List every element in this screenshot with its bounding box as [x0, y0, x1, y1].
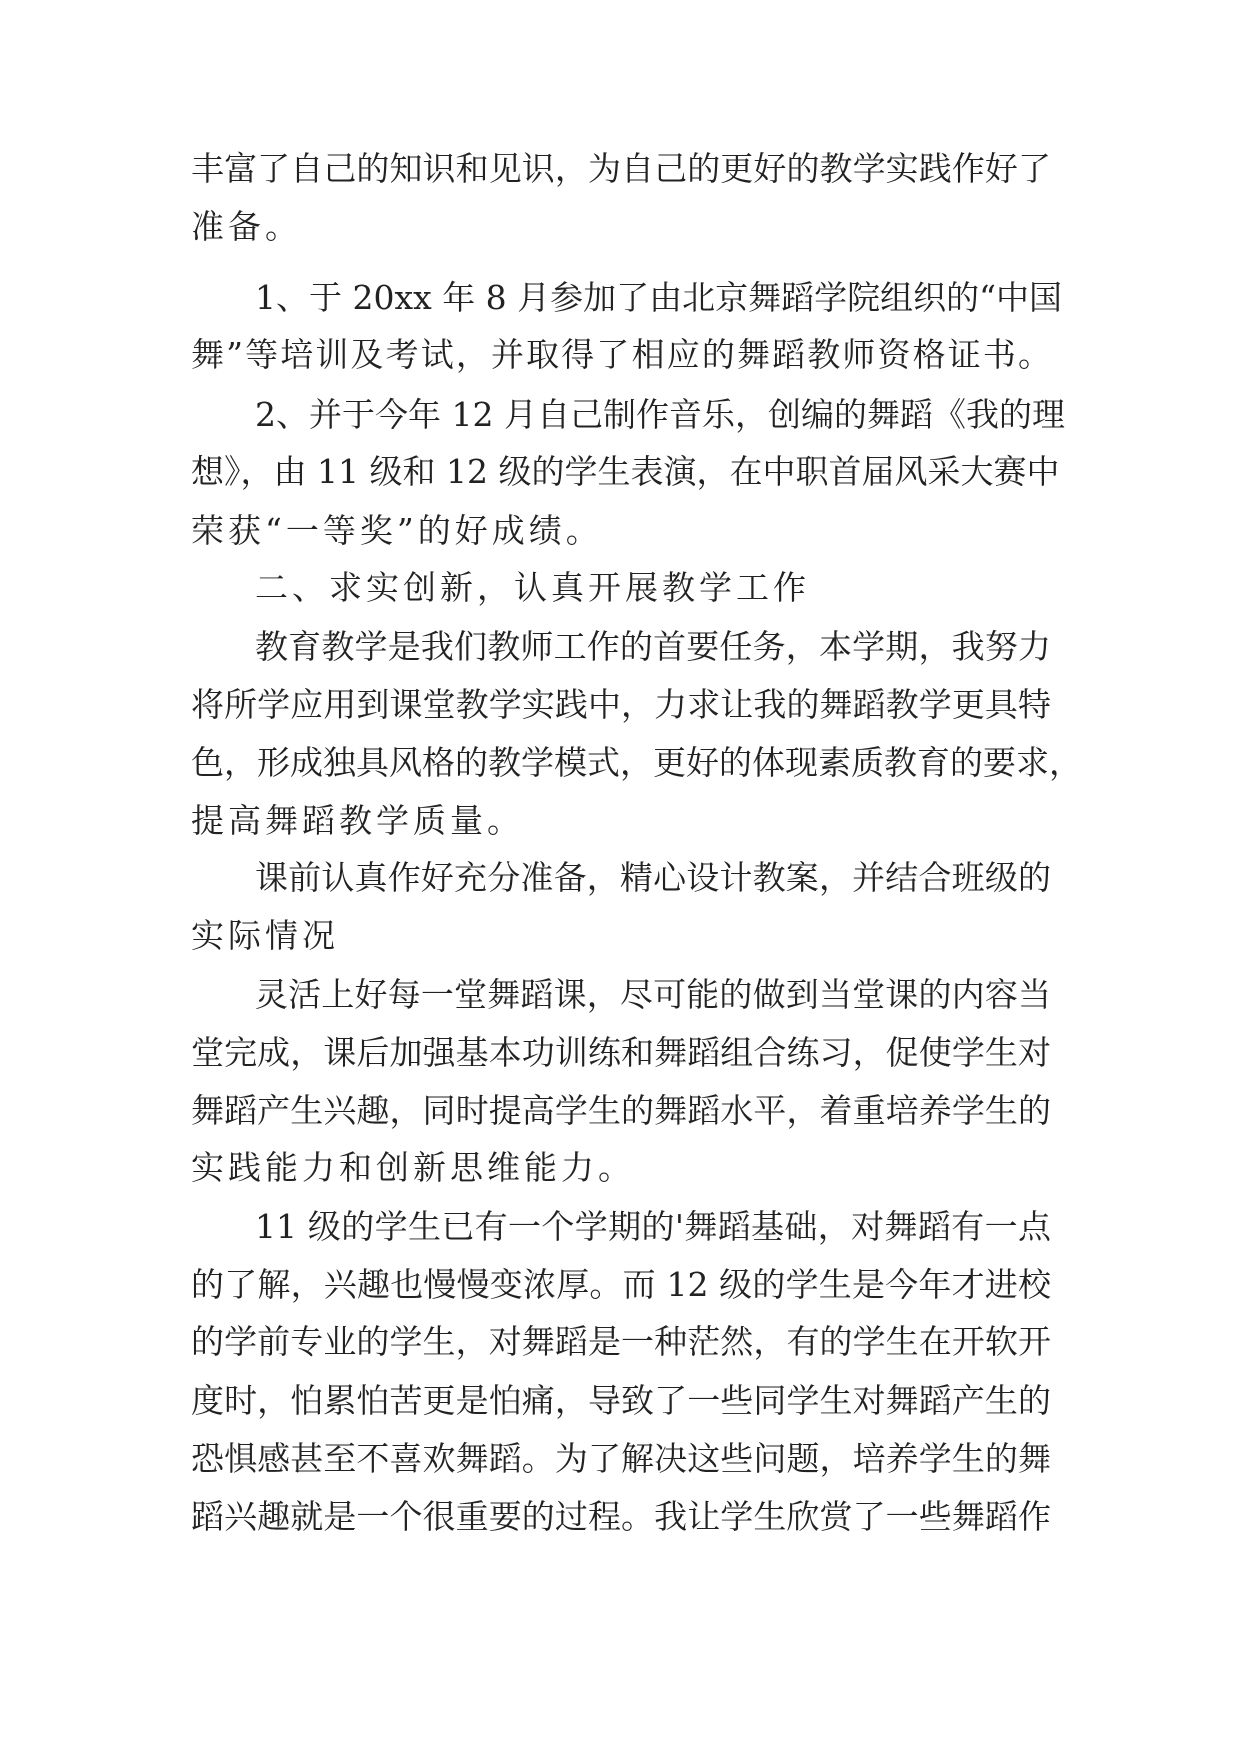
text-line: 的学前专业的学生，对舞蹈是一种茫然，有的学生在开软开	[191, 1322, 1051, 1361]
text-line: 灵活上好每一堂舞蹈课，尽可能的做到当堂课的内容当	[255, 975, 1051, 1014]
text-line: 度时，怕累怕苦更是怕痛，导致了一些同学生对舞蹈产生的	[191, 1381, 1051, 1420]
text-line: 的了解，兴趣也慢慢变浓厚。而 12 级的学生是今年才进校	[191, 1265, 1051, 1304]
text-line: 想》，由 11 级和 12 级的学生表演，在中职首届风采大赛中	[191, 452, 1060, 491]
text-line: 荣获“一等奖”的好成绩。	[191, 511, 603, 550]
text-line: 准备。	[191, 207, 302, 246]
text-line: 恐惧感甚至不喜欢舞蹈。为了解决这些问题，培养学生的舞	[191, 1439, 1051, 1478]
text-line: 丰富了自己的知识和见识，为自己的更好的教学实践作好了	[191, 149, 1051, 188]
text-line: 教育教学是我们教师工作的首要任务，本学期，我努力	[255, 627, 1051, 666]
text-line: 舞蹈产生兴趣，同时提高学生的舞蹈水平，着重培养学生的	[191, 1091, 1051, 1130]
text-line: 色，形成独具风格的教学模式，更好的体现素质教育的要求，	[191, 743, 1082, 782]
text-line: 提高舞蹈教学质量。	[191, 801, 524, 840]
text-line: 实际情况	[191, 916, 339, 955]
section-heading: 二、求实创新，认真开展教学工作	[255, 568, 810, 607]
text-line: 2、并于今年 12 月自己制作音乐，创编的舞蹈《我的理	[255, 395, 1065, 434]
text-line: 蹈兴趣就是一个很重要的过程。我让学生欣赏了一些舞蹈作	[191, 1497, 1051, 1536]
text-line: 课前认真作好充分准备，精心设计教案，并结合班级的	[255, 858, 1051, 897]
text-line: 将所学应用到课堂教学实践中，力求让我的舞蹈教学更具特	[191, 685, 1051, 724]
text-line: 实践能力和创新思维能力。	[191, 1148, 635, 1187]
text-line: 堂完成，课后加强基本功训练和舞蹈组合练习，促使学生对	[191, 1033, 1051, 1072]
text-line: 舞”等培训及考试，并取得了相应的舞蹈教师资格证书。	[191, 335, 1051, 374]
text-line: 1、于 20xx 年 8 月参加了由北京舞蹈学院组织的“中国	[255, 278, 1063, 317]
text-line: 11 级的学生已有一个学期的'舞蹈基础，对舞蹈有一点	[255, 1207, 1051, 1246]
